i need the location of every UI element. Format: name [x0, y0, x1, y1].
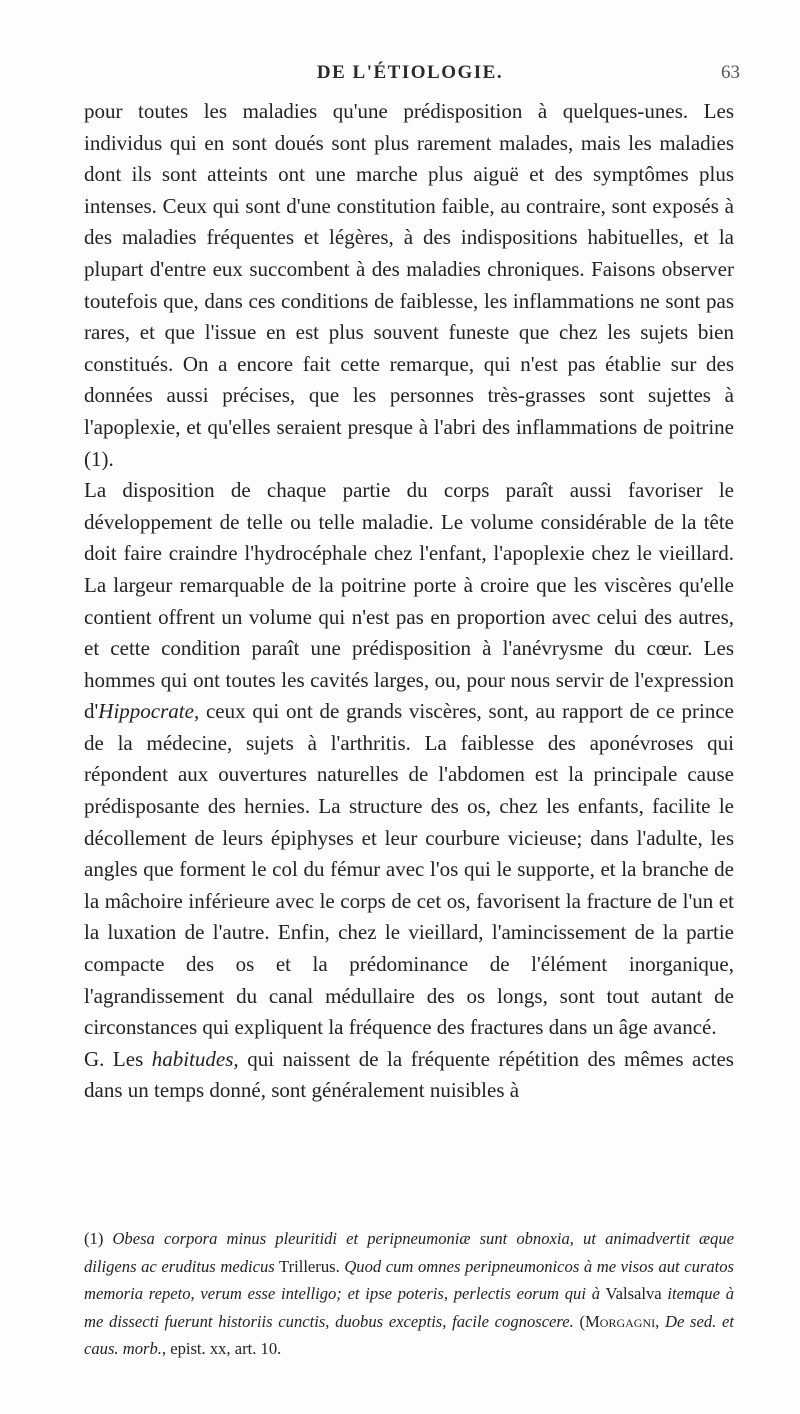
- running-head: [80, 62, 740, 90]
- footnote-name-2: Valsalva: [600, 1284, 668, 1303]
- footnote-quote-2: Quod cum omnes peripneumonicos à me visos aut curatos memoria repeto, verum esse intelligo; et ipse poteris, perlectis eorum qui à: [84, 1256, 735, 1303]
- citation-end: , epist. xx, art. 10.: [161, 1339, 282, 1358]
- paragraph-3: [84, 1044, 734, 1107]
- footnote-marker: (1): [84, 1229, 113, 1248]
- footnote-quote-3: itemque à me dissecti fuerunt historiis cunctis, duobus exceptis, facile cognoscere.: [84, 1284, 734, 1331]
- paragraph-2-text-a: La disposition de chaque partie du corps paraît aussi favoriser le développement de telle ou telle maladie. Le volume considérable de la tête doit faire craindre l'hydrocéphale chez l'enfant, l'apoplexie chez le vieillard. La largeur remarquable de la poitrine porte à croire que les viscères qu'elle contient offrent un volume qui n'est pas en proportion avec celui des autres, et cette condition paraît une prédisposition à l'anévrysme du cœur. Les hommes qui ont toutes les cavités larges, ou, pour nous servir de l'expression d': [84, 478, 734, 724]
- paragraph-1-text: pour toutes les maladies qu'une prédisposition à quelques-unes. Les individus qui en sont doués sont plus rarement malades, mais les maladies dont ils sont atteints ont une marche plus aiguë et des symptômes plus intenses. Ceux qui sont d'une constitution faible, au contraire, sont exposés à des maladies fréquentes et légères, à des indispositions habituelles, et la plupart d'entre eux succombent à des maladies chroniques. Faisons observer toutefois que, dans ces conditions de faiblesse, les inflammations ne sont pas rares, et que l'issue en est plus souvent funeste que chez les sujets bien constitués. On a encore fait cette remarque, qui n'est pas établie sur des données aussi précises, que les personnes très-grasses sont sujettes à l'apoplexie, et qu'elles seraient presque à l'abri des inflammations de poitrine (1).: [84, 99, 734, 471]
- paragraph-3-text: qui naissent de la fréquente répétition des mêmes actes dans un temps donné, sont généralement nuisibles à: [84, 1046, 734, 1103]
- paragraph-1: [84, 96, 734, 475]
- running-head-title: DE L'ÉTIOLOGIE.: [316, 62, 504, 83]
- hippocrate-italic: Hippocrate,: [98, 699, 200, 724]
- footnote-quote-1: Obesa corpora minus pleuritidi et peripneumoniæ sunt obnoxia, ut animadvertit æque diligens ac eruditus medicus: [84, 1229, 734, 1276]
- footnote-name-1: Trillerus.: [274, 1256, 345, 1276]
- citation-work: De sed. et caus. morb.: [84, 1311, 734, 1358]
- paragraph-3-label: G. Les: [84, 1046, 152, 1071]
- page-number: 63: [721, 62, 740, 83]
- citation-open: (: [573, 1311, 586, 1331]
- citation-author: Morgagni: [585, 1311, 656, 1331]
- citation-separator: ,: [655, 1311, 665, 1331]
- paragraph-2: [84, 475, 734, 1044]
- main-text: [84, 96, 734, 1107]
- habitudes-italic: habitudes,: [151, 1046, 239, 1071]
- footnote: [84, 1225, 734, 1363]
- paragraph-2-text-b: ceux qui ont de grands viscères, sont, au rapport de ce prince de la médecine, sujets à l'arthritis. La faiblesse des aponévroses qui répondent aux ouvertures naturelles de l'abdomen est la principale cause prédisposante des hernies. La structure des os, chez les enfants, facilite le décollement de leurs épiphyses et leur courbure vicieuse; dans l'adulte, les angles que forment le col du fémur avec l'os qui le supporte, et la branche de la mâchoire inférieure avec le corps de cet os, favorisent la fracture de l'un et la luxation de l'autre. Enfin, chez le vieillard, l'amincissement de la partie compacte des os et la prédominance de l'élément inorganique, l'agrandissement du canal médullaire des os longs, sont tout autant de circonstances qui expliquent la fréquence des fractures dans un âge avancé.: [84, 699, 734, 1040]
- footnote-1: [84, 1225, 734, 1363]
